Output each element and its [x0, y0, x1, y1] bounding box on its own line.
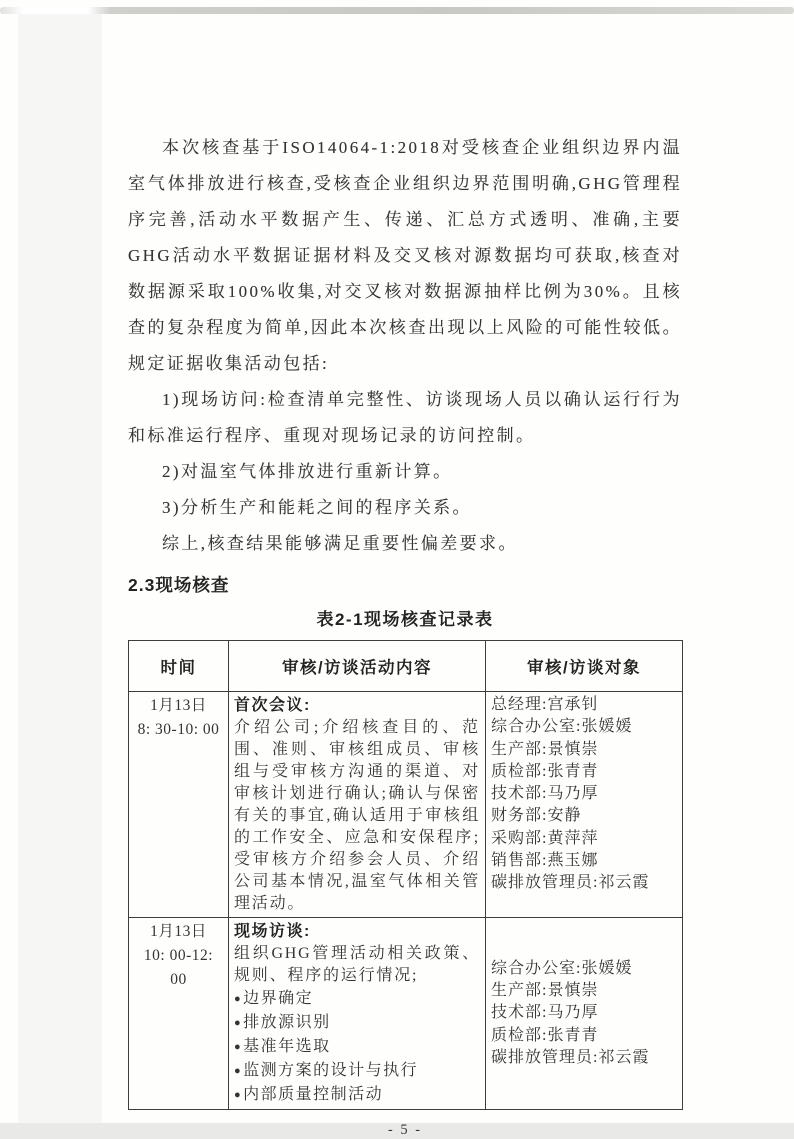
bullet-item [234, 1059, 480, 1083]
time-cell [129, 918, 229, 1110]
time-range: 10: 00-12: 00 [143, 947, 214, 988]
time-date: 1月13日 [150, 697, 207, 714]
table-title: 表2-1现场核查记录表 [316, 610, 494, 629]
bullet-icon: ● [234, 1017, 243, 1029]
column-header-subjects: 审核/访谈对象 [486, 641, 683, 692]
paragraph-verification-basis: 本次核查基于ISO14064-1:2018对受核查企业组织边界内温室气体排放进行核查,受核查企业组织边界范围明确,GHG管理程序完善,活动水平数据产生、传递、汇总方式透明、准确,主要GHG活动水平数据证据材料及交叉核对源数据均可获取,核查对数据源采取100%收集,对交叉核对数据源抽样比例为30%。且核查的复杂程度为简单,因此本次核查出现以上风险的可能性较低。规定证据收集活动包括: [128, 138, 682, 373]
paragraph-conclusion: 综上,核查结果能够满足重要性偏差要求。 [162, 534, 518, 553]
bullet-icon: ● [234, 1041, 243, 1053]
bullet-icon: ● [234, 993, 243, 1005]
bullet-item [234, 987, 480, 1011]
bullet-text: 排放源识别 [243, 1014, 331, 1031]
activity-cell [229, 692, 486, 918]
page-number: - 5 - [387, 1122, 423, 1138]
bullet-item [234, 1035, 480, 1059]
subject-line: 综合办公室:张媛媛 [491, 718, 633, 736]
column-header-activity: 审核/访谈活动内容 [229, 641, 486, 692]
bullet-text: 边界确定 [243, 990, 314, 1007]
subjects-cell [486, 918, 683, 1110]
subject-line: 财务部:安静 [491, 807, 582, 825]
activity-title: 首次会议: [234, 697, 311, 714]
subject-line: 质检部:张青青 [491, 1026, 599, 1044]
onsite-verification-record-table [128, 640, 683, 1110]
activity-title: 现场访谈: [234, 923, 311, 940]
list-item-site-visit: 1)现场访问:检查清单完整性、访谈现场人员以确认运行行为和标准运行程序、重现对现场记录的访问控制。 [128, 390, 682, 445]
time-cell [129, 692, 229, 918]
table-row-site-interview [129, 918, 683, 1110]
subject-line: 碳排放管理员:祁云霞 [491, 1048, 650, 1066]
bullet-icon: ● [234, 1065, 243, 1077]
bullet-text: 监测方案的设计与执行 [243, 1062, 419, 1079]
subject-line: 总经理:宫承钊 [491, 696, 599, 713]
table-row-first-meeting [129, 692, 683, 918]
page-content [128, 130, 682, 1139]
scan-edge-artifact [0, 7, 794, 14]
subject-line: 碳排放管理员:祁云霞 [491, 874, 650, 892]
subject-line: 生产部:景慎崇 [491, 982, 599, 1000]
subject-line: 生产部:景慎崇 [491, 740, 599, 758]
activity-cell [229, 918, 486, 1110]
section-heading-onsite-verification: 2.3现场核查 [128, 575, 230, 595]
scan-left-shadow [18, 14, 102, 1123]
list-item-recalculation: 2)对温室气体排放进行重新计算。 [162, 462, 453, 481]
table-header-row [129, 641, 683, 692]
bullet-text: 基准年选取 [243, 1038, 331, 1055]
time-range: 8: 30-10: 00 [137, 721, 220, 738]
activity-body: 组织GHG管理活动相关政策、规则、程序的运行情况; [234, 945, 480, 984]
bullet-item [234, 1011, 480, 1035]
list-item-analysis: 3)分析生产和能耗之间的程序关系。 [162, 498, 472, 517]
time-date: 1月13日 [150, 923, 207, 940]
subject-line: 技术部:马乃厚 [491, 785, 599, 803]
activity-body: 介绍公司;介绍核查目的、范围、准则、审核组成员、审核组与受审核方沟通的渠道、对审核计划进行确认;确认与保密有关的事宜,确认适用于审核组的工作安全、应急和安保程序;受审核方介绍参会人员、介绍公司基本情况,温室气体相关管理活动。 [234, 719, 480, 912]
subject-line: 技术部:马乃厚 [491, 1004, 599, 1022]
subject-line: 综合办公室:张媛媛 [491, 959, 633, 977]
subject-line: 销售部:燕玉娜 [491, 852, 599, 870]
subject-line: 质检部:张青青 [491, 762, 599, 780]
column-header-time: 时间 [129, 641, 229, 692]
bullet-icon: ● [234, 1089, 243, 1101]
subjects-cell [486, 692, 683, 918]
subject-line: 采购部:黄萍萍 [491, 829, 599, 847]
bullet-item [234, 1083, 480, 1107]
bullet-text: 内部质量控制活动 [243, 1086, 384, 1103]
